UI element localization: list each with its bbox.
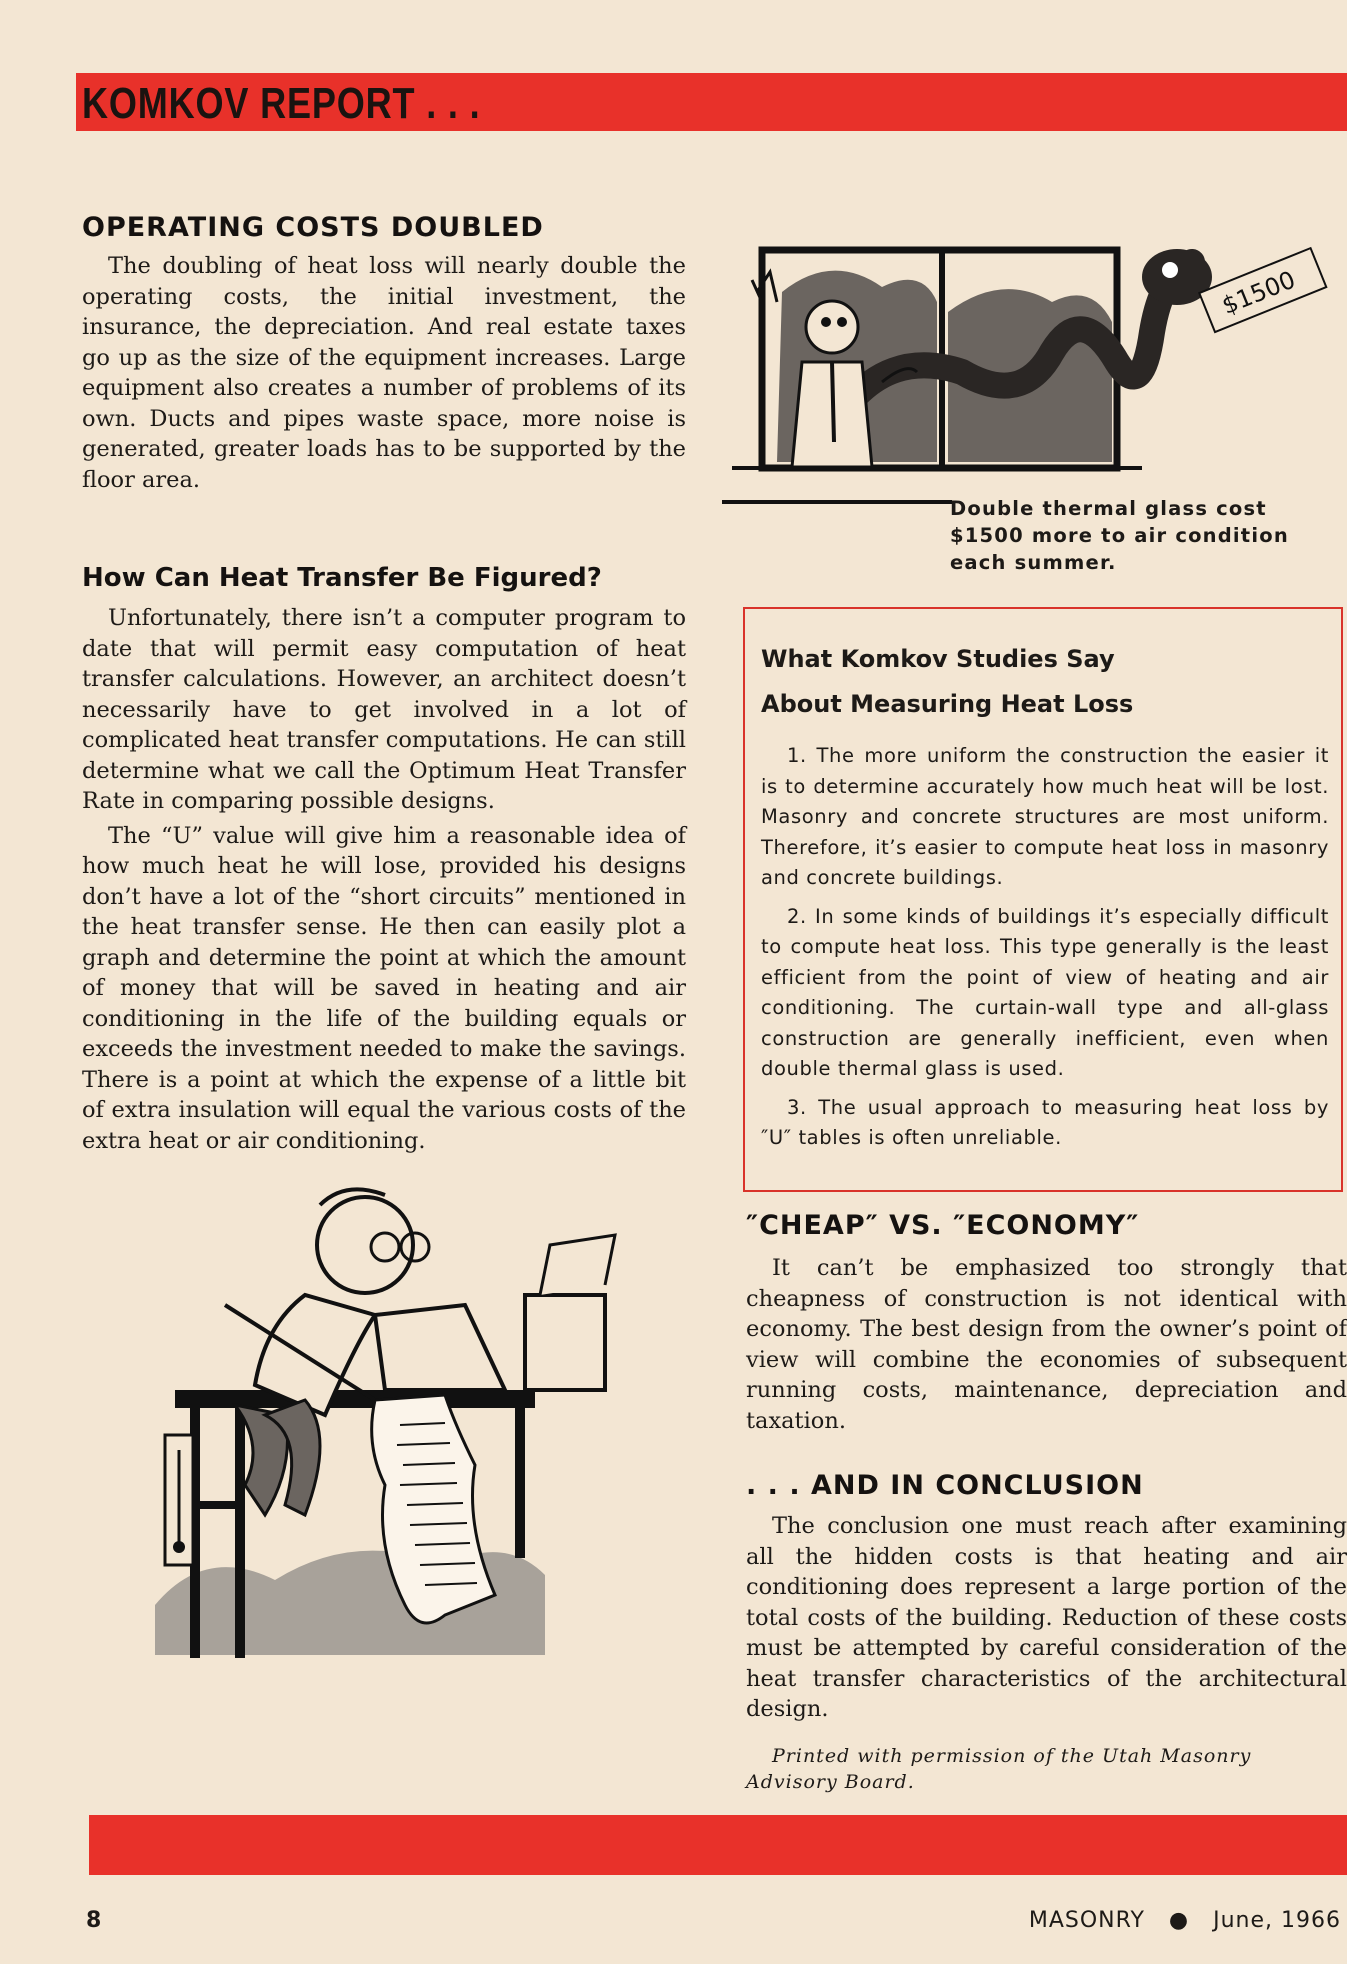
illustration-caption: Double thermal glass cost $1500 more to air condition each summer.: [950, 497, 1289, 574]
desk-cartoon-illustration: [145, 1185, 645, 1700]
heat-transfer-paragraph-1: Unfortunately, there isn’t a computer program to date that will permit easy computation of heat transfer calculations. However, an architect doesn’t necessarily have to get involved in a lot of complicated heat transfer computations. He can still determine what we call the Optimum Heat Transfer Rate in comparing possible designs.: [82, 605, 686, 814]
header-banner: [76, 73, 1347, 131]
footer-banner: [89, 1815, 1347, 1875]
sidebar-heading-line-1: What Komkov Studies Say: [761, 645, 1115, 673]
page-number: 8: [86, 1908, 102, 1933]
cheap-vs-economy-paragraph: It can’t be emphasized too strongly that cheapness of construction is not identical with economy. The best design from the owner’s point of view will combine the economies of subsequent running costs, maintenance, depreciation and taxation.: [746, 1255, 1347, 1434]
sidebar-point-1: 1. The more uniform the construction the easier it is to determine accurately how much heat will be lost. Masonry and concrete structures are most uniform. Therefore, it’s easier to compute heat loss in masonry and concrete buildings.: [761, 744, 1329, 889]
sidebar-heading: [761, 637, 1329, 727]
permission-credit: Printed with permission of the Utah Masonry Advisory Board.: [746, 1744, 1252, 1793]
heading-heat-transfer: How Can Heat Transfer Be Figured?: [82, 563, 602, 593]
right-column: [746, 1210, 1347, 1795]
heading-conclusion: . . . AND IN CONCLUSION: [746, 1470, 1144, 1501]
sidebar-heading-line-2: About Measuring Heat Loss: [761, 690, 1134, 718]
conclusion-paragraph: The conclusion one must reach after examining all the hidden costs is that heating and air conditioning does represent a large portion of the total costs of the building. Reduction of these costs must be attempted by careful consideration of the heat transfer characteristics of the architectural design.: [746, 1513, 1347, 1722]
issue-date: June, 1966: [1213, 1908, 1341, 1933]
sidebar-point-2: 2. In some kinds of buildings it’s especially difficult to compute heat loss. This type generally is the least efficient from the point of view of heating and air conditioning. The curtain-wall type and all-glass construction are generally inefficient, even when double thermal glass is used.: [761, 904, 1329, 1080]
left-column: [82, 212, 686, 1156]
folio: [1029, 1908, 1341, 1933]
operating-costs-paragraph: The doubling of heat loss will nearly double the operating costs, the initial investment, the insurance, the depreciation. And real estate taxes go up as the size of the equipment increases. Large equipment also creates a number of problems of its own. Ducts and pipes waste space, more noise is generated, greater loads has to be supported by the floor area.: [82, 253, 686, 493]
price-tag-text: $1500: [1218, 265, 1300, 321]
report-title: KOMKOV REPORT . . .: [82, 79, 481, 128]
bullet-icon: ●: [1168, 1908, 1190, 1933]
window-cartoon-illustration: [722, 232, 1347, 532]
publication-name: MASONRY: [1028, 1908, 1145, 1933]
heading-operating-costs: OPERATING COSTS DOUBLED: [82, 212, 544, 243]
sidebar-box: [743, 607, 1343, 1192]
heat-transfer-paragraph-2: The “U” value will give him a reasonable idea of how much heat he will lose, provided his designs don’t have a lot of the “short circuits” mentioned in the heat transfer sense. He then can easily plot a graph and determine the point at which the amount of money that will be saved in heating and air conditioning in the life of the building equals or exceeds the investment needed to make the savings. There is a point at which the expense of a little bit of extra insulation will equal the various costs of the extra heat or air conditioning.: [82, 822, 686, 1154]
sidebar-point-3: 3. The usual approach to measuring heat loss by ″U″ tables is often unreliable.: [761, 1095, 1329, 1149]
heading-cheap-vs-economy: ″CHEAP″ VS. ″ECONOMY″: [746, 1210, 1140, 1241]
